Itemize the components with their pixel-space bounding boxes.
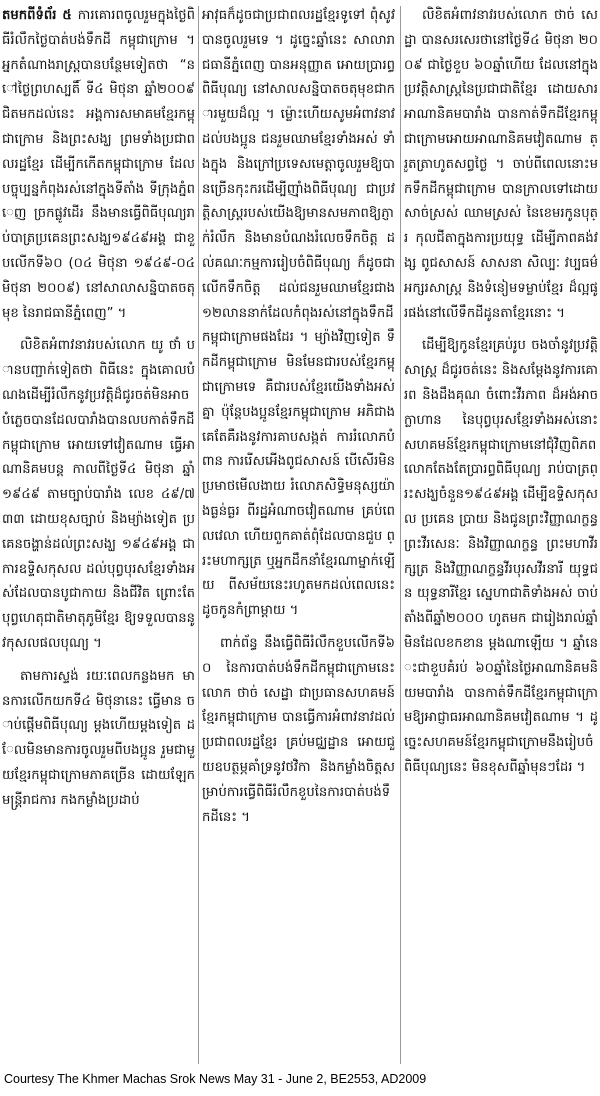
- continued-from-label: តមកពីទំព័រ ៥: [2, 8, 78, 23]
- article-paragraph: ពាក់ព័ន្ធ នឹងធ្វើពិធីរំលឹកខួបលើកទី៦០ នៃការបាត់បង់ទឹកដីកម្ពុជាក្រោមនេះ លោក ថាច់ សេដ្ឋា ជាប្រធានសហគមន៍ខ្មែរកម្ពុជាក្រោម បានធ្វើការអំពាវនាវដល់ប្រជាពលរដ្ឋខ្មែរ គ្រប់មជ្ឈដ្ឋាន អោយជួយឧបត្ថម្ភគាំទ្រនូវថវិកា និងកម្លាំងចិត្តសម្រាប់ការធ្វើពិធីរំលឹកខួបនៃការបាត់បង់ទឹកដីនេះ ។: [202, 635, 395, 825]
- article-column-3: [404, 4, 598, 1064]
- column-divider: [400, 6, 401, 1064]
- article-paragraph: ដើម្បីឱ្យកូនខ្មែរគ្រប់រូប ចងចាំនូវប្រវត្តិសាស្ត្រ ដ៏ជូរចត់នេះ និងសម្តែងនូវការគោរព និងដឹងគុណ ចំពោះវីរភាព ដ៏អង់អាចក្លាហាន នៃបុព្វបុរសខ្មែរទាំងអស់នោះ សហគមន៍ខ្មែរកម្ពុជាក្រោមនៅជុំវិញពិភពលោកតែងតែប្រារព្ធពិធីបុណ្យ រាប់បាត្រព្រះសង្ឃចំនួន១៩៤៩អង្គ ដើម្បីឧទ្ទិសកុសល ប្រគេន ប្រាយ និងជូនព្រះវិញ្ញាណក្ខន្ធ ព្រះវីរសេនៈ និងវិញ្ញាណក្ខន្ធ ព្រះមហាវីរក្សត្រ និងវិញ្ញាណក្ខន្ធវីរបុរសវីរនារី យុទ្ធជន យុទ្ធនារីខ្មែរ ស្នេហាជាតិទាំងអស់ ចាប់តាំងពីឆ្នាំ២០០០ ហូតមក ជារៀងរាល់ឆ្នាំ មិនដែលខកខាន ម្តងណាឡើយ ។ ឆ្នាំនេះជាខួបគំរប់ ៦០ឆ្នាំនៃថ្ងៃអាណានិគមនិយមបារាំង បានកាត់ទឹកដីខ្មែរកម្ពុជាក្រោមឱ្យអាជ្ញាធរអាណានិគមវៀតណាម ។ ដូច្នេះសហគមន៍ខ្មែរកម្ពុជាក្រោមនឹងរៀបចំពិធីបុណ្យនេះ មិនខុសពីឆ្នាំមុនៗដែរ ។: [404, 338, 598, 775]
- article-paragraph: តាមការស្ទង់ រយៈពេលកន្លងមក មានការលើកយកទី៤ មិថុនានេះ ធ្វើមាន ចាប់ផ្តើមពិធីបុណ្យ ម្តងហើយម្តងទៀត ដែលមិនមានការចូលរួមពីបងប្អូន រួមជាមួយខ្មែរកម្ពុជាក្រោមភាគច្រើន ដោយឡែក មន្ត្រីរាជការ កងកម្លាំងប្រដាប់: [2, 668, 195, 808]
- paragraph-text: ការគោរពចូលរួមក្នុងថ្ងៃពិធីរំលឹកថ្ងៃបាត់បង់ទឹកដី កម្ពុជាក្រោម ។ អ្នកតំណាងរាស្ត្របានបន្ថែមទៀតថា “នៅថ្ងៃព្រហស្បតិ៍ ទី៤ មិថុនា ឆ្នាំ២០០៩ ជិតមកដល់នេះ អង្គការសមាគមខ្មែរកម្ពុជាក្រោម និងព្រះសង្ឃ ព្រមទាំងប្រជាពលរដ្ឋខ្មែរ ដើម្បីកកើតកម្ពុជាក្រោម ដែលបច្ចុប្បន្នកំពុងរស់នៅក្នុងទីតាំង ទីក្រុងភ្នំពេញ ច្រកផ្លូវដើរ នឹងមានធ្វើពិធីបុណ្យរាប់បាត្រប្រគេនព្រះសង្ឃ១៩៤៩អង្គ ជាខួបលើកទី៦០ (០៤ មិថុនា ១៩៤៩-០៤ មិថុនា ២០០៩) នៅសាលាសន្និបាតចតុមុខ នៃរាជធានីភ្នំពេញ” ។: [2, 8, 195, 321]
- article-column-2: [202, 4, 395, 1064]
- article-paragraph: [2, 4, 195, 326]
- source-credit: Courtesy The Khmer Machas Srok News May 31 - June 2, BE2553, AD2009: [4, 1072, 427, 1086]
- article-paragraph: លិខិតអំពាវនាវរបស់លោក ថាច់ សេដ្ឋា បានសរសេរថានៅថ្ងៃទី៤ មិថុនា ២០០៩ ជាថ្ងៃខួប ៦០ឆ្នាំហើយ ដែលនៅក្នុងប្រវត្តិសាស្ត្រនៃប្រជាជាតិខ្មែរ ដោយសារអាណានិគមបារាំង បានកាត់ទឹកដីខ្មែរកម្ពុជាក្រោមអោយអាណានិគមវៀតណាម ត្រួតត្រាហូតសព្វថ្ងៃ ។ ចាប់ពីពេលនោះមកទឹកដីកម្ពុជាក្រោម បានក្រាលទៅដោយ សាច់ស្រស់ ឈាមស្រស់ នៃខេមរកូនបុត្រ កុលជីតាក្នុងការប្រយុទ្ធ ដើម្បីភាពគង់វង្ស ពូជសាសន៍ សាសនា សិល្បៈ វប្បធម៌ អក្សរសាស្ត្រ និងទំនៀមទម្លាប់ខ្មែរ ដ៏ល្អផូរផង់នៅលើទឹកដីដូនតាខ្មែរនោះ ។: [404, 8, 598, 321]
- article-paragraph: អាវុធក៏ដូចជាប្រជាពលរដ្ឋខ្មែរទូទៅ ពុំសូវបានចូលរួមទេ ។ ដូច្នេះឆ្នាំនេះ សាលារាជធានីភ្នំពេញ បានអនុញ្ញាត អោយប្រារព្ធពិធីបុណ្យ នៅសាលសន្និបាតចតុមុខជាការមួយដ៏ល្អ ។ ម៉្លោះហើយសូមអំពាវនាវ ដល់បងប្អូន ជនរួមឈាមខ្មែរទាំងអស់ ទាំងក្នុង និងក្រៅប្រទេសមេត្តាចូលរួមឱ្យបានច្រើនកុះករដើម្បីញ៉ាំងពិធីបុណ្យ ជាប្រវត្តិសាស្ត្ររបស់យើងឱ្យមានសមភាពឱ្យភ្ញាក់រំលឹក និងមានបំណងរំលេចទឹកចិត្ត ដល់គណៈកម្មការរៀបចំពិធីបុណ្យ ក៏ដូចជាលើកទឹកចិត្ត ដល់ជនរួមឈាមខ្មែរជាង ១២លាននាក់ដែលកំពុងរស់នៅក្នុងទឹកដីកម្ពុជាក្រោមផងដែរ ។ ម្យ៉ាងវិញទៀត ទឹកដីកម្ពុជាក្រោម មិនមែនជារបស់ខ្មែរកម្ពុជាក្រោមទេ គឺជារបស់ខ្មែរយើងទាំងអស់គ្នា ប៉ុន្តែបងប្អូនខ្មែរកម្ពុជាក្រោម អភិជាងគេតែគឺរងនូវការគាបសង្កត់ ការរំលោភបំពាន ការរើសអើងពូជសាសន៍ បើសើរមិន ប្រមាថមើលងាយ រំលោភសិទ្ធិមនុស្សយ៉ាងធ្ងន់ធ្ងរ ពីរដ្ឋអំណាចវៀតណាម គ្រប់ពេលវេលា ហើយពួកគាត់ពុំដែលបានជួប ព្រះមហាក្សត្រ ឬអ្នកដឹកនាំខ្មែរណាម្នាក់ឡើយ ពីសម័យនេះរហូតមកដល់ពេលនេះ ដូចកូនកំព្រាម្តាយ ។: [202, 8, 395, 619]
- column-divider: [198, 6, 199, 1064]
- article-paragraph: លិខិតអំពាវនាវរបស់លោក យូ ថាំ បានបញ្ជាក់ទៀតថា ពិធីនេះ ក្នុងគោលបំណងដើម្បីរំលឹកនូវប្រវត្តិដ៏ជូរចត់មិនអាចបំភ្លេចបានដែលបារាំងបានលបកាត់ទឹកដីកម្ពុជាក្រោម អោយទៅវៀតណាម ធ្វើអាណានិគមបន្ត កាលពីថ្ងៃទី៤ មិថុនា ឆ្នាំ ១៩៤៩ តាមច្បាប់បារាំង លេខ ៤៩/៧៣៣ ដោយខុសច្បាប់ និងម្យ៉ាងទៀត ប្រគេនចង្ហាន់ដល់ព្រះសង្ឃ ១៩៤៩អង្គ ជាការឧទ្ទិសកុសល ដល់បុព្វបុរសខ្មែរទាំងអស់ដែលបានបូជាកាយ និងជីវិត ព្រោះតែបុព្វហេតុជាតិមាតុភូមិខ្មែរ ឱ្យទទួលបាននូវកុសលផលបុណ្យ ។: [2, 338, 195, 651]
- article-column-1: [2, 4, 195, 1064]
